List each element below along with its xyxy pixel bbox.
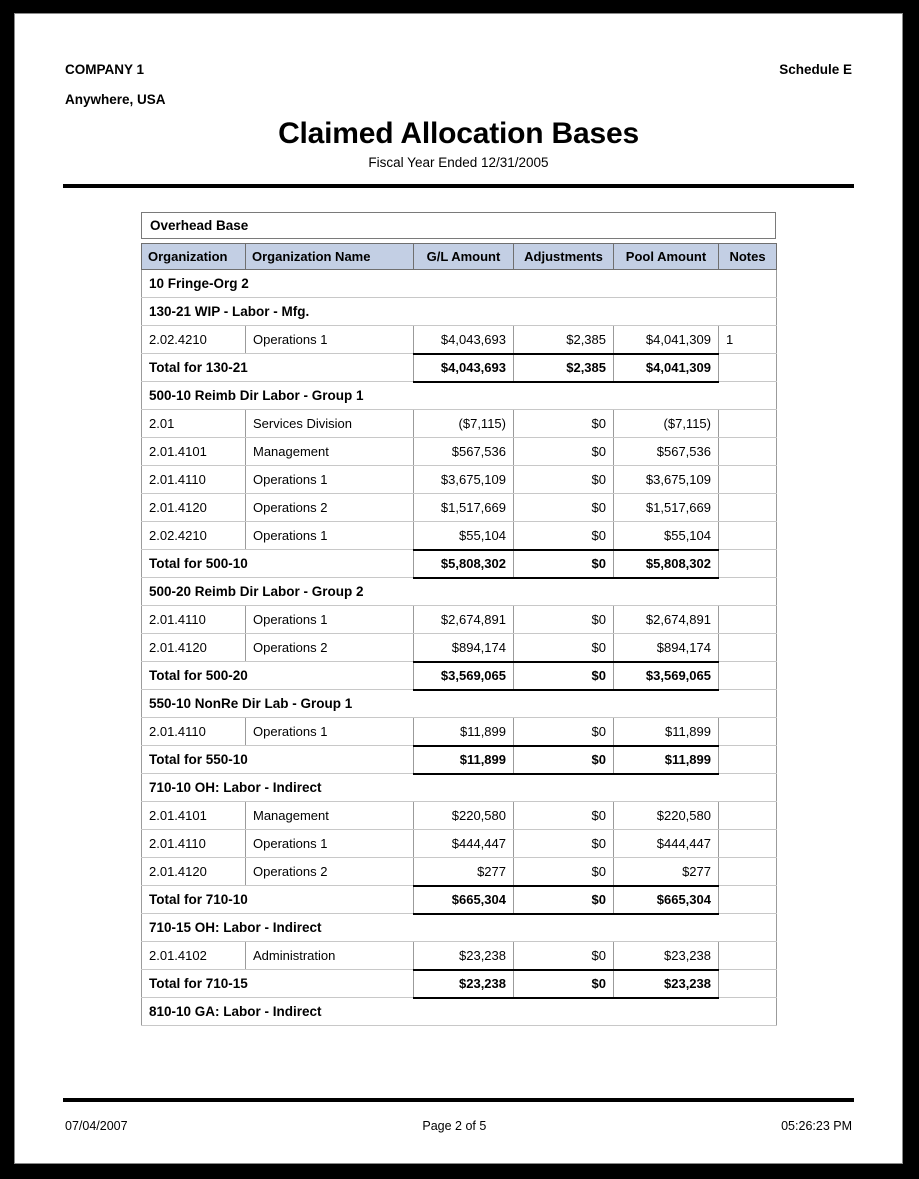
- table-total-row: [142, 550, 777, 578]
- cell-pool-amount: $4,041,309: [614, 326, 719, 354]
- footer-divider: [63, 1098, 854, 1102]
- page-footer: [65, 1119, 852, 1133]
- cell-pool-amount: ($7,115): [614, 410, 719, 438]
- total-label: Total for 550-10: [142, 746, 414, 774]
- cell-organization-name: Administration: [246, 942, 414, 970]
- table-row: [142, 858, 777, 886]
- group-label: 710-10 OH: Labor - Indirect: [142, 774, 777, 802]
- cell-organization-name: Operations 2: [246, 494, 414, 522]
- table-total-row: [142, 662, 777, 690]
- cell-notes: [719, 522, 777, 550]
- section-title: Overhead Base: [141, 212, 776, 239]
- cell-organization-name: Operations 1: [246, 326, 414, 354]
- group-label: 550-10 NonRe Dir Lab - Group 1: [142, 690, 777, 718]
- cell-organization: 2.01.4101: [142, 438, 246, 466]
- cell-organization: 2.01.4110: [142, 718, 246, 746]
- total-pool-amount: $23,238: [614, 970, 719, 998]
- column-header-organization: Organization: [142, 244, 246, 270]
- cell-gl-amount: $11,899: [414, 718, 514, 746]
- cell-pool-amount: $1,517,669: [614, 494, 719, 522]
- cell-organization-name: Operations 2: [246, 634, 414, 662]
- cell-adjustments: $0: [514, 718, 614, 746]
- cell-organization: 2.01.4110: [142, 606, 246, 634]
- total-notes: [719, 970, 777, 998]
- cell-organization-name: Operations 1: [246, 606, 414, 634]
- cell-pool-amount: $567,536: [614, 438, 719, 466]
- cell-organization: 2.01.4110: [142, 830, 246, 858]
- company-line: [65, 14, 852, 77]
- cell-organization: 2.01.4120: [142, 494, 246, 522]
- cell-adjustments: $0: [514, 438, 614, 466]
- cell-organization-name: Operations 1: [246, 466, 414, 494]
- cell-pool-amount: $277: [614, 858, 719, 886]
- cell-adjustments: $0: [514, 466, 614, 494]
- cell-notes: [719, 466, 777, 494]
- cell-gl-amount: $894,174: [414, 634, 514, 662]
- total-pool-amount: $11,899: [614, 746, 719, 774]
- column-header-pool-amount: Pool Amount: [614, 244, 719, 270]
- cell-adjustments: $0: [514, 494, 614, 522]
- column-header-notes: Notes: [719, 244, 777, 270]
- cell-organization: 2.02.4210: [142, 522, 246, 550]
- cell-adjustments: $0: [514, 942, 614, 970]
- cell-notes: [719, 410, 777, 438]
- table-header: [142, 244, 777, 270]
- table-group-row: [142, 914, 777, 942]
- cell-pool-amount: $3,675,109: [614, 466, 719, 494]
- cell-adjustments: $0: [514, 410, 614, 438]
- cell-organization: 2.01.4102: [142, 942, 246, 970]
- cell-organization-name: Operations 1: [246, 522, 414, 550]
- cell-gl-amount: $220,580: [414, 802, 514, 830]
- cell-gl-amount: $55,104: [414, 522, 514, 550]
- cell-adjustments: $0: [514, 522, 614, 550]
- table-row: [142, 606, 777, 634]
- table-row: [142, 494, 777, 522]
- cell-gl-amount: $444,447: [414, 830, 514, 858]
- total-pool-amount: $665,304: [614, 886, 719, 914]
- cell-adjustments: $0: [514, 802, 614, 830]
- cell-pool-amount: $220,580: [614, 802, 719, 830]
- page-header: [15, 14, 902, 170]
- total-label: Total for 500-20: [142, 662, 414, 690]
- total-pool-amount: $3,569,065: [614, 662, 719, 690]
- table-group-row: [142, 774, 777, 802]
- page-title: Claimed Allocation Bases: [278, 117, 639, 150]
- cell-notes: [719, 634, 777, 662]
- cell-pool-amount: $444,447: [614, 830, 719, 858]
- group-label: 810-10 GA: Labor - Indirect: [142, 998, 777, 1026]
- column-header-organization-name: Organization Name: [246, 244, 414, 270]
- table-row: [142, 802, 777, 830]
- total-label: Total for 500-10: [142, 550, 414, 578]
- table-row: [142, 326, 777, 354]
- total-adjustments: $2,385: [514, 354, 614, 382]
- group-label: 710-15 OH: Labor - Indirect: [142, 914, 777, 942]
- cell-pool-amount: $23,238: [614, 942, 719, 970]
- table-total-row: [142, 746, 777, 774]
- total-label: Total for 710-15: [142, 970, 414, 998]
- cell-organization-name: Operations 1: [246, 830, 414, 858]
- cell-organization: 2.01: [142, 410, 246, 438]
- total-label: Total for 130-21: [142, 354, 414, 382]
- total-adjustments: $0: [514, 746, 614, 774]
- table-row: [142, 634, 777, 662]
- table-group-row: [142, 298, 777, 326]
- group-label: 130-21 WIP - Labor - Mfg.: [142, 298, 777, 326]
- total-pool-amount: $5,808,302: [614, 550, 719, 578]
- total-notes: [719, 354, 777, 382]
- total-gl-amount: $665,304: [414, 886, 514, 914]
- allocation-bases-table: [141, 243, 777, 1026]
- table-group-row: [142, 578, 777, 606]
- group-label: 500-20 Reimb Dir Labor - Group 2: [142, 578, 777, 606]
- cell-organization-name: Operations 2: [246, 858, 414, 886]
- cell-gl-amount: $277: [414, 858, 514, 886]
- total-label: Total for 710-10: [142, 886, 414, 914]
- total-notes: [719, 886, 777, 914]
- cell-pool-amount: $894,174: [614, 634, 719, 662]
- cell-organization-name: Operations 1: [246, 718, 414, 746]
- total-adjustments: $0: [514, 550, 614, 578]
- total-notes: [719, 662, 777, 690]
- total-adjustments: $0: [514, 886, 614, 914]
- cell-organization-name: Management: [246, 802, 414, 830]
- cell-pool-amount: $55,104: [614, 522, 719, 550]
- table-row: [142, 830, 777, 858]
- table-row: [142, 718, 777, 746]
- column-header-gl-amount: G/L Amount: [414, 244, 514, 270]
- cell-gl-amount: $1,517,669: [414, 494, 514, 522]
- report-table-container: [141, 212, 776, 1026]
- table-header-row: [142, 244, 777, 270]
- table-row: [142, 410, 777, 438]
- cell-organization: 2.02.4210: [142, 326, 246, 354]
- cell-pool-amount: $2,674,891: [614, 606, 719, 634]
- company-city: Anywhere, USA: [65, 92, 166, 107]
- cell-gl-amount: $2,674,891: [414, 606, 514, 634]
- cell-gl-amount: ($7,115): [414, 410, 514, 438]
- table-row: [142, 466, 777, 494]
- cell-notes: [719, 718, 777, 746]
- table-group-row: [142, 270, 777, 298]
- page-subtitle: Fiscal Year Ended 12/31/2005: [368, 155, 549, 170]
- total-adjustments: $0: [514, 662, 614, 690]
- table-total-row: [142, 970, 777, 998]
- cell-pool-amount: $11,899: [614, 718, 719, 746]
- table-group-row: [142, 690, 777, 718]
- total-gl-amount: $23,238: [414, 970, 514, 998]
- total-gl-amount: $4,043,693: [414, 354, 514, 382]
- table-body: [142, 270, 777, 1026]
- cell-notes: [719, 942, 777, 970]
- cell-gl-amount: $23,238: [414, 942, 514, 970]
- cell-organization: 2.01.4101: [142, 802, 246, 830]
- total-gl-amount: $11,899: [414, 746, 514, 774]
- cell-gl-amount: $3,675,109: [414, 466, 514, 494]
- cell-organization-name: Management: [246, 438, 414, 466]
- cell-organization-name: Services Division: [246, 410, 414, 438]
- cell-adjustments: $0: [514, 606, 614, 634]
- total-pool-amount: $4,041,309: [614, 354, 719, 382]
- cell-organization: 2.01.4110: [142, 466, 246, 494]
- cell-notes: 1: [719, 326, 777, 354]
- header-divider: [63, 184, 854, 188]
- table-group-row: [142, 382, 777, 410]
- group-label: 500-10 Reimb Dir Labor - Group 1: [142, 382, 777, 410]
- cell-notes: [719, 438, 777, 466]
- table-group-row: [142, 998, 777, 1026]
- total-gl-amount: $3,569,065: [414, 662, 514, 690]
- total-notes: [719, 746, 777, 774]
- footer-page-number: Page 2 of 5: [422, 1119, 487, 1133]
- total-gl-amount: $5,808,302: [414, 550, 514, 578]
- company-name: COMPANY 1: [65, 62, 145, 77]
- cell-adjustments: $0: [514, 634, 614, 662]
- cell-notes: [719, 606, 777, 634]
- schedule-label: Schedule E: [779, 62, 852, 77]
- total-notes: [719, 550, 777, 578]
- cell-notes: [719, 858, 777, 886]
- table-total-row: [142, 886, 777, 914]
- cell-adjustments: $2,385: [514, 326, 614, 354]
- cell-notes: [719, 802, 777, 830]
- table-row: [142, 438, 777, 466]
- group-label: 10 Fringe-Org 2: [142, 270, 777, 298]
- table-total-row: [142, 354, 777, 382]
- table-row: [142, 522, 777, 550]
- cell-adjustments: $0: [514, 830, 614, 858]
- cell-gl-amount: $4,043,693: [414, 326, 514, 354]
- cell-notes: [719, 494, 777, 522]
- column-header-adjustments: Adjustments: [514, 244, 614, 270]
- cell-organization: 2.01.4120: [142, 858, 246, 886]
- cell-gl-amount: $567,536: [414, 438, 514, 466]
- footer-date: 07/04/2007: [65, 1119, 128, 1133]
- report-page: [14, 13, 903, 1164]
- total-adjustments: $0: [514, 970, 614, 998]
- footer-time: 05:26:23 PM: [781, 1119, 852, 1133]
- cell-adjustments: $0: [514, 858, 614, 886]
- cell-organization: 2.01.4120: [142, 634, 246, 662]
- table-row: [142, 942, 777, 970]
- cell-notes: [719, 830, 777, 858]
